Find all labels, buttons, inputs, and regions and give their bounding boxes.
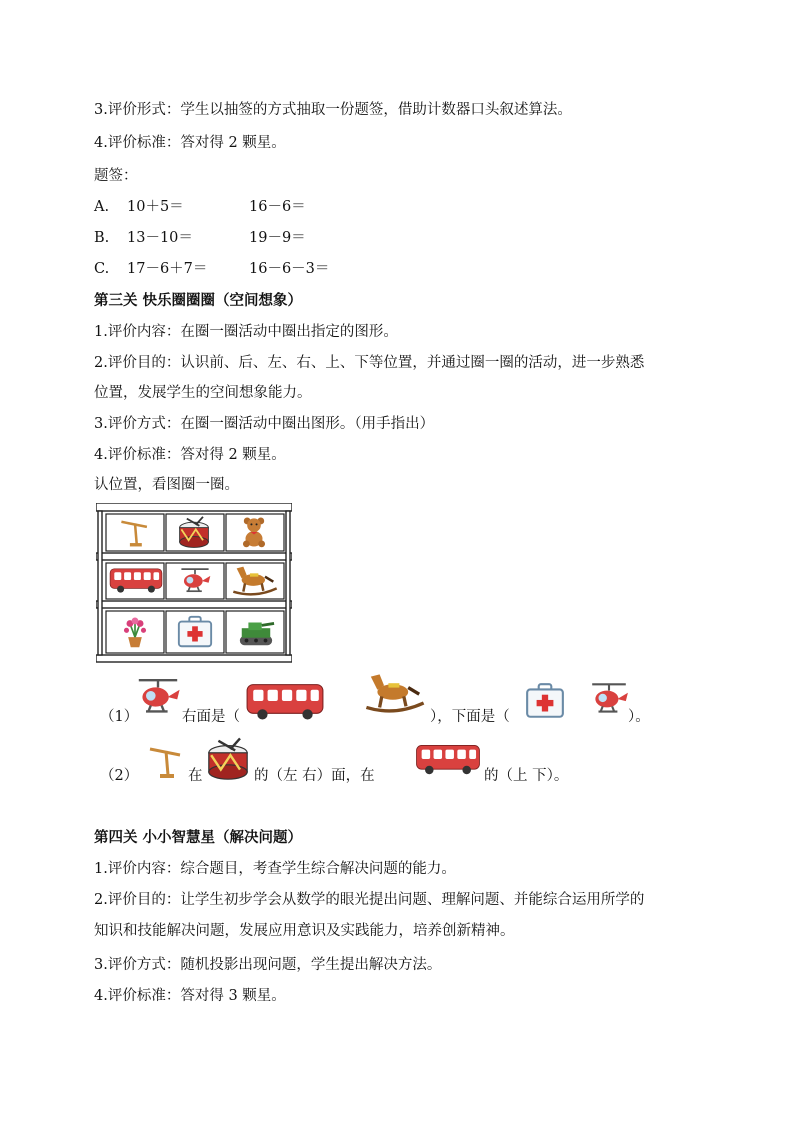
section3-standard: 4.评价标准：答对得 2 颗星。 (94, 447, 286, 463)
section4-title: 第四关 小小智慧星（解决问题） (94, 829, 303, 846)
q2-left-right: 的（左 右）面，在 (254, 768, 375, 784)
first-aid-kit-icon (179, 617, 211, 646)
q1-right-of: 右面是（ (182, 709, 240, 725)
q2-number: （2） (100, 768, 139, 784)
section4-method: 3.评价方式：随机投影出现问题，学生提出解决方法。 (94, 957, 442, 973)
section4-content: 1.评价内容：综合题目，考查学生综合解决问题的能力。 (94, 861, 456, 877)
rocking-horse-icon (362, 666, 428, 718)
option-a: A. 10＋5＝ 16－6＝ (94, 199, 306, 215)
teddy-bear-icon (243, 518, 265, 548)
q1-below: ），下面是（ (430, 709, 510, 725)
tank-icon (240, 623, 274, 646)
q1-end: ）。 (628, 709, 650, 725)
bus-icon (244, 680, 326, 722)
balance-icon (121, 522, 146, 547)
balance-icon (146, 736, 186, 786)
drum-icon (204, 736, 252, 784)
section4-purpose-1: 2.评价目的：让学生初步学会从数学的眼光提出问题、理解问题、并能综合运用所学的 (94, 892, 645, 908)
section3-content: 1.评价内容：在圈一圈活动中圈出指定的图形。 (94, 324, 398, 340)
eval-form-line: 3.评价形式：学生以抽签的方式抽取一份题签，借助计数器口头叙述算法。 (94, 102, 572, 118)
option-b: B. 13－10＝ 19－9＝ (94, 230, 306, 246)
q2-at: 在 (188, 768, 203, 784)
helicopter-icon (134, 673, 182, 721)
section4-purpose-2: 知识和技能解决问题，发展应用意识及实践能力，培养创新精神。 (94, 923, 515, 939)
drum-icon (180, 517, 209, 548)
bus-icon (110, 569, 162, 593)
flower-pot-icon (124, 618, 146, 648)
section3-method: 3.评价方式：在圈一圈活动中圈出图形。（用手指出） (94, 416, 435, 432)
helicopter-icon (181, 569, 210, 591)
q2-up-down: 的（上 下）。 (484, 768, 569, 784)
slips-label: 题签： (94, 168, 138, 184)
eval-standard-line: 4.评价标准：答对得 2 颗星。 (94, 135, 286, 151)
section3-title: 第三关 快乐圈圈圈（空间想象） (94, 292, 303, 309)
toy-shelf (96, 503, 292, 663)
option-c: C. 17－6＋7＝ 16－6－3＝ (94, 261, 330, 277)
section3-task: 认位置，看图圈一圈。 (94, 477, 239, 493)
bus-icon (414, 740, 482, 778)
q1-number: （1） (100, 709, 139, 725)
section3-purpose-1: 2.评价目的：认识前、后、左、右、上、下等位置，并通过圈一圈的活动，进一步熟悉 (94, 355, 645, 371)
rocking-horse-icon (233, 567, 276, 595)
section4-standard: 4.评价标准：答对得 3 颗星。 (94, 988, 286, 1004)
helicopter-icon (588, 678, 630, 720)
section3-purpose-2: 位置，发展学生的空间想象能力。 (94, 385, 312, 401)
first-aid-kit-icon (524, 680, 566, 722)
